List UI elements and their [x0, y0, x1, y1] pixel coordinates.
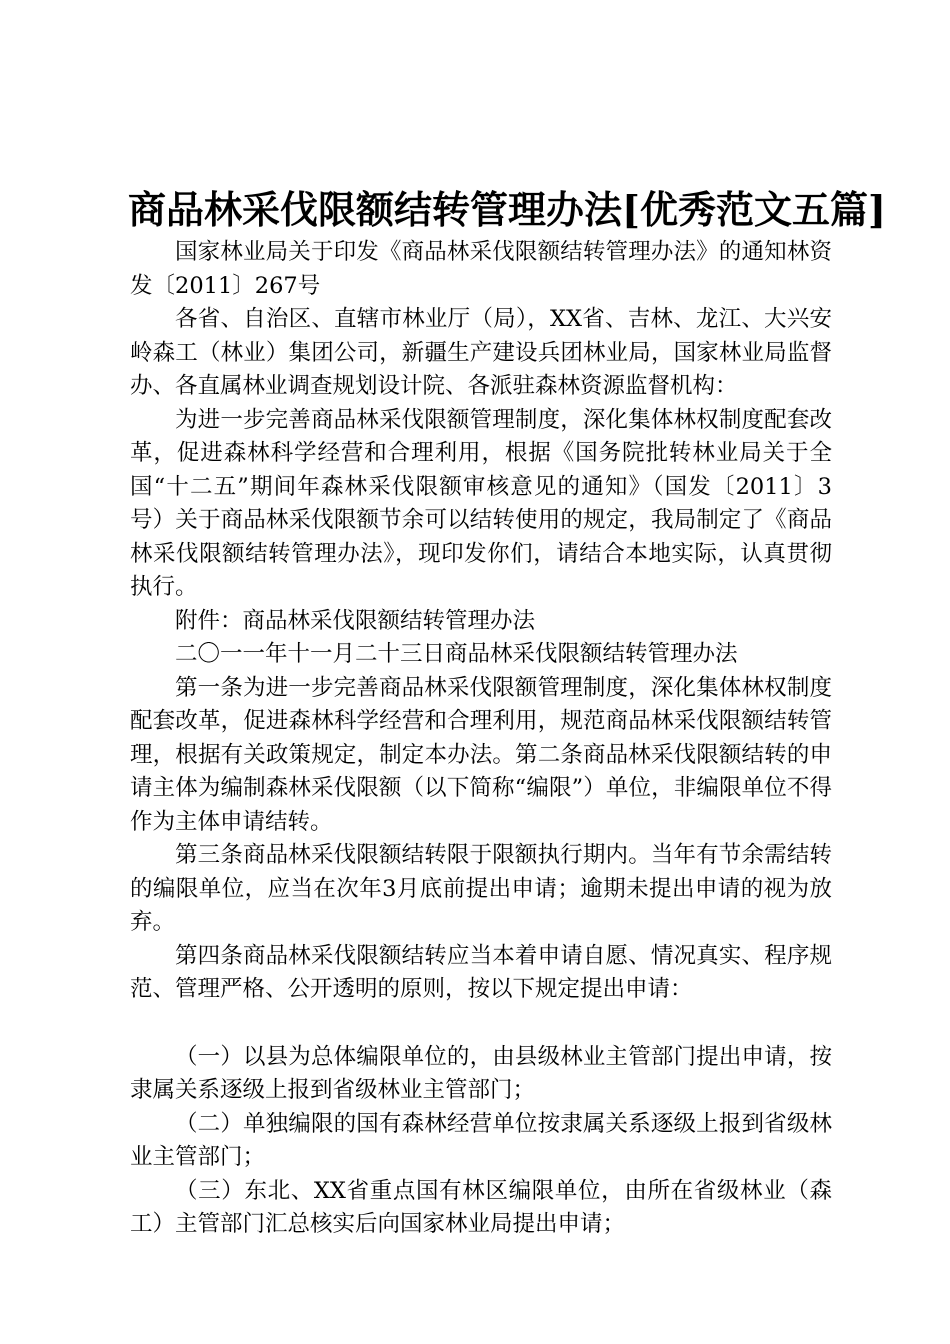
paragraph-attachment: 附件：商品林采伐限额结转管理办法 [175, 607, 536, 634]
paragraph-item-1: （一）以县为总体编限单位的，由县级林业主管部门提出申请，按隶属关系逐级上报到省级林业主管部门； [130, 1043, 832, 1103]
paragraph-purpose: 为进一步完善商品林采伐限额管理制度，深化集体林权制度配套改革，促进森林科学经营和合理利用，根据《国务院批转林业局关于全国“十二五”期间年森林采伐限额审核意见的通知》（国发〔2011〕3号）关于商品林采伐限额节余可以结转使用的规定，我局制定了《商品林采伐限额结转管理办法》，现印发你们，请结合本地实际，认真贯彻执行。 [130, 406, 832, 600]
document-body [130, 236, 832, 1242]
paragraph-date: 二〇一一年十一月二十三日商品林采伐限额结转管理办法 [175, 641, 738, 667]
paragraph-article-1-2: 第一条为进一步完善商品林采伐限额管理制度，深化集体林权制度配套改革，促进森林科学经营和合理利用，规范商品林采伐限额结转管理，根据有关政策规定，制定本办法。第二条商品林采伐限额结转的申请主体为编制森林采伐限额（以下简称“编限”）单位，非编限单位不得作为主体申请结转。 [130, 674, 832, 835]
paragraph-recipients: 各省、自治区、直辖市林业厅（局），XX省、吉林、龙江、大兴安岭森工（林业）集团公司，新疆生产建设兵团林业局，国家林业局监督办、各直属林业调查规划设计院、各派驻森林资源监督机构： [130, 306, 832, 399]
paragraph-notice-title: 国家林业局关于印发《商品林采伐限额结转管理办法》的通知林资发〔2011〕267号 [130, 239, 832, 299]
paragraph-article-4: 第四条商品林采伐限额结转应当本着申请自愿、情况真实、程序规范、管理严格、公开透明的原则，按以下规定提出申请： [130, 942, 832, 1002]
paragraph-item-3: （三）东北、XX省重点国有林区编限单位，由所在省级林业（森工）主管部门汇总核实后向国家林业局提出申请； [130, 1177, 832, 1237]
paragraph-article-3: 第三条商品林采伐限额结转限于限额执行期内。当年有节余需结转的编限单位，应当在次年3月底前提出申请；逾期未提出申请的视为放弃。 [130, 842, 832, 935]
paragraph-item-2: （二）单独编限的国有森林经营单位按隶属关系逐级上报到省级林业主管部门； [130, 1110, 832, 1170]
document-title: 商品林采伐限额结转管理办法[优秀范文五篇] [128, 187, 886, 232]
